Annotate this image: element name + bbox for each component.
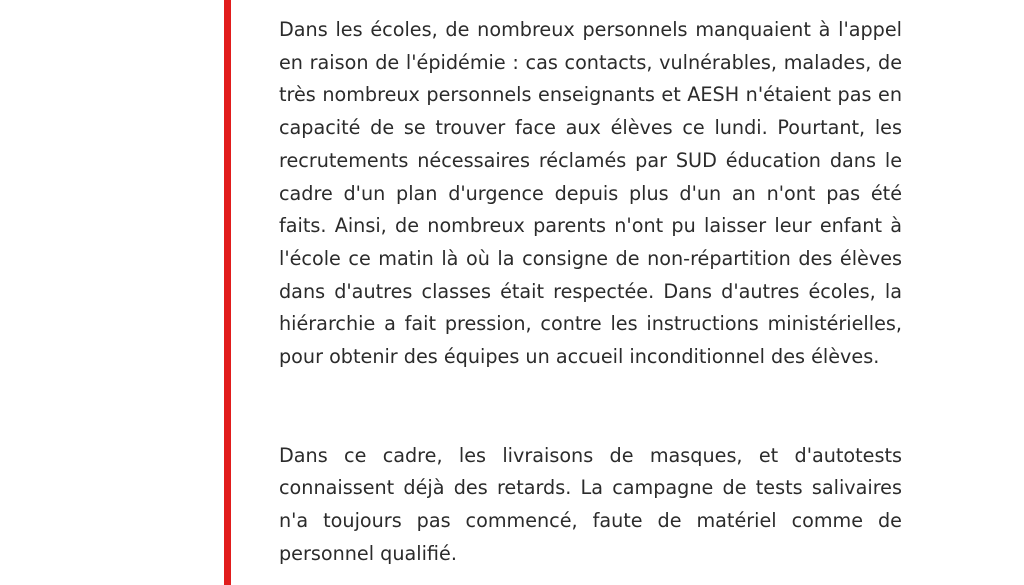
- paragraph-2: Dans ce cadre, les livraisons de masques, et d'autotests connaissent déjà des retards. La campagne de tests salivaires n'a toujours pas commencé, faute de matériel comme de personnel qualifié.: [279, 443, 902, 565]
- paragraph-1: Dans les écoles, de nombreux personnels manquaient à l'appel en raison de l'épidémie : cas contacts, vulnérables, malades, de très nombreux personnels enseignants et AESH n'étaient pas en capacité de se trouver face aux élèves ce lundi. Pourtant, les recrutements nécessaires réclamés par SUD éducation dans le cadre d'un plan d'urgence depuis plus d'un an n'ont pas été faits. Ainsi, de nombreux parents n'ont pu laisser leur enfant à l'école ce matin là où la consigne de non-répartition des élèves dans d'autres classes était respectée. Dans d'autres écoles, la hiérarchie a fait pression, contre les instructions ministérielles, pour obtenir des équipes un accueil inconditionnel des élèves.: [279, 18, 902, 369]
- article-body: [279, 14, 902, 571]
- accent-bar: [224, 0, 231, 585]
